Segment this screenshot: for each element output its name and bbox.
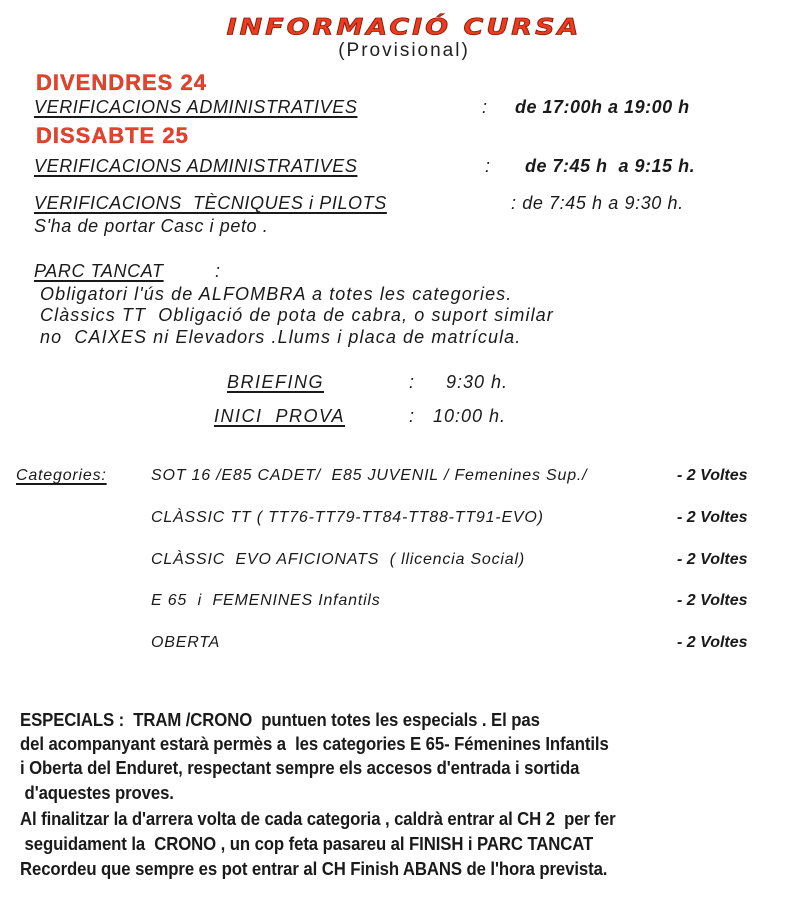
especials-line: del acompanyant estarà permès a les categories E 65- Fémenines Infantils — [20, 734, 609, 754]
category-laps: - 2 Voltes — [677, 509, 748, 526]
friday-heading: DIVENDRES 24 — [36, 70, 207, 95]
category-laps: - 2 Voltes — [677, 551, 748, 568]
category-name: E 65 i FEMENINES Infantils — [151, 592, 381, 609]
category-name: SOT 16 /E85 CADET/ E85 JUVENIL / Femenines Sup./ — [151, 467, 588, 484]
saturday-tech-label: VERIFICACIONS TÈCNIQUES i PILOTS — [34, 193, 387, 213]
saturday-tech-time: : de 7:45 h a 9:30 h. — [511, 193, 684, 213]
especials-line: Al finalitzar la d'arrera volta de cada categoria , caldrà entrar al CH 2 per fer — [20, 809, 616, 829]
saturday-tech-note: S'ha de portar Casc i peto . — [34, 216, 269, 236]
parc-tancat-line: no CAIXES ni Elevadors .Llums i placa de matrícula. — [40, 327, 522, 347]
category-name: CLÀSSIC EVO AFICIONATS ( llicencia Social) — [151, 551, 525, 568]
especials-line: seguidament la CRONO , un cop feta pasareu al FINISH i PARC TANCAT — [20, 834, 594, 854]
saturday-admin-sep: : — [485, 156, 491, 176]
parc-tancat-line: Obligatori l'ús de ALFOMBRA a totes les categories. — [40, 284, 513, 304]
saturday-admin-time: de 7:45 h a 9:15 h. — [525, 156, 696, 176]
friday-admin-time: de 17:00h a 19:00 h — [515, 97, 690, 117]
especials-line: d'aquestes proves. — [20, 783, 174, 803]
parc-tancat-label: PARC TANCAT — [34, 261, 164, 281]
start-time: 10:00 h. — [433, 406, 507, 426]
parc-tancat-line: Clàssics TT Obligació de pota de cabra, o suport similar — [40, 305, 554, 325]
page-subtitle: (Provisional) — [338, 40, 470, 61]
start-label: INICI PROVA — [214, 406, 346, 426]
briefing-label: BRIEFING — [227, 372, 325, 392]
briefing-sep: : — [409, 372, 415, 392]
especials-line: Recordeu que sempre es pot entrar al CH Finish ABANS de l'hora prevista. — [20, 859, 608, 879]
category-laps: - 2 Voltes — [677, 592, 748, 609]
saturday-admin-label: VERIFICACIONS ADMINISTRATIVES — [34, 156, 358, 176]
start-sep: : — [409, 406, 415, 426]
categories-label: Categories: — [16, 467, 107, 484]
category-name: CLÀSSIC TT ( TT76-TT79-TT84-TT88-TT91-EVO) — [151, 509, 544, 526]
especials-line: i Oberta del Enduret, respectant sempre els accesos d'entrada i sortida — [20, 758, 580, 778]
friday-admin-sep: : — [482, 97, 488, 117]
especials-line: ESPECIALS : TRAM /CRONO puntuen totes les especials . El pas — [20, 710, 540, 730]
page-title: INFORMACIÓ CURSA — [226, 14, 582, 41]
category-laps: - 2 Voltes — [677, 467, 748, 484]
parc-tancat-sep: : — [215, 261, 221, 281]
briefing-time: 9:30 h. — [446, 372, 509, 392]
saturday-heading: DISSABTE 25 — [36, 123, 189, 148]
category-name: OBERTA — [151, 634, 221, 651]
category-laps: - 2 Voltes — [677, 634, 748, 651]
friday-admin-label: VERIFICACIONS ADMINISTRATIVES — [34, 97, 358, 117]
